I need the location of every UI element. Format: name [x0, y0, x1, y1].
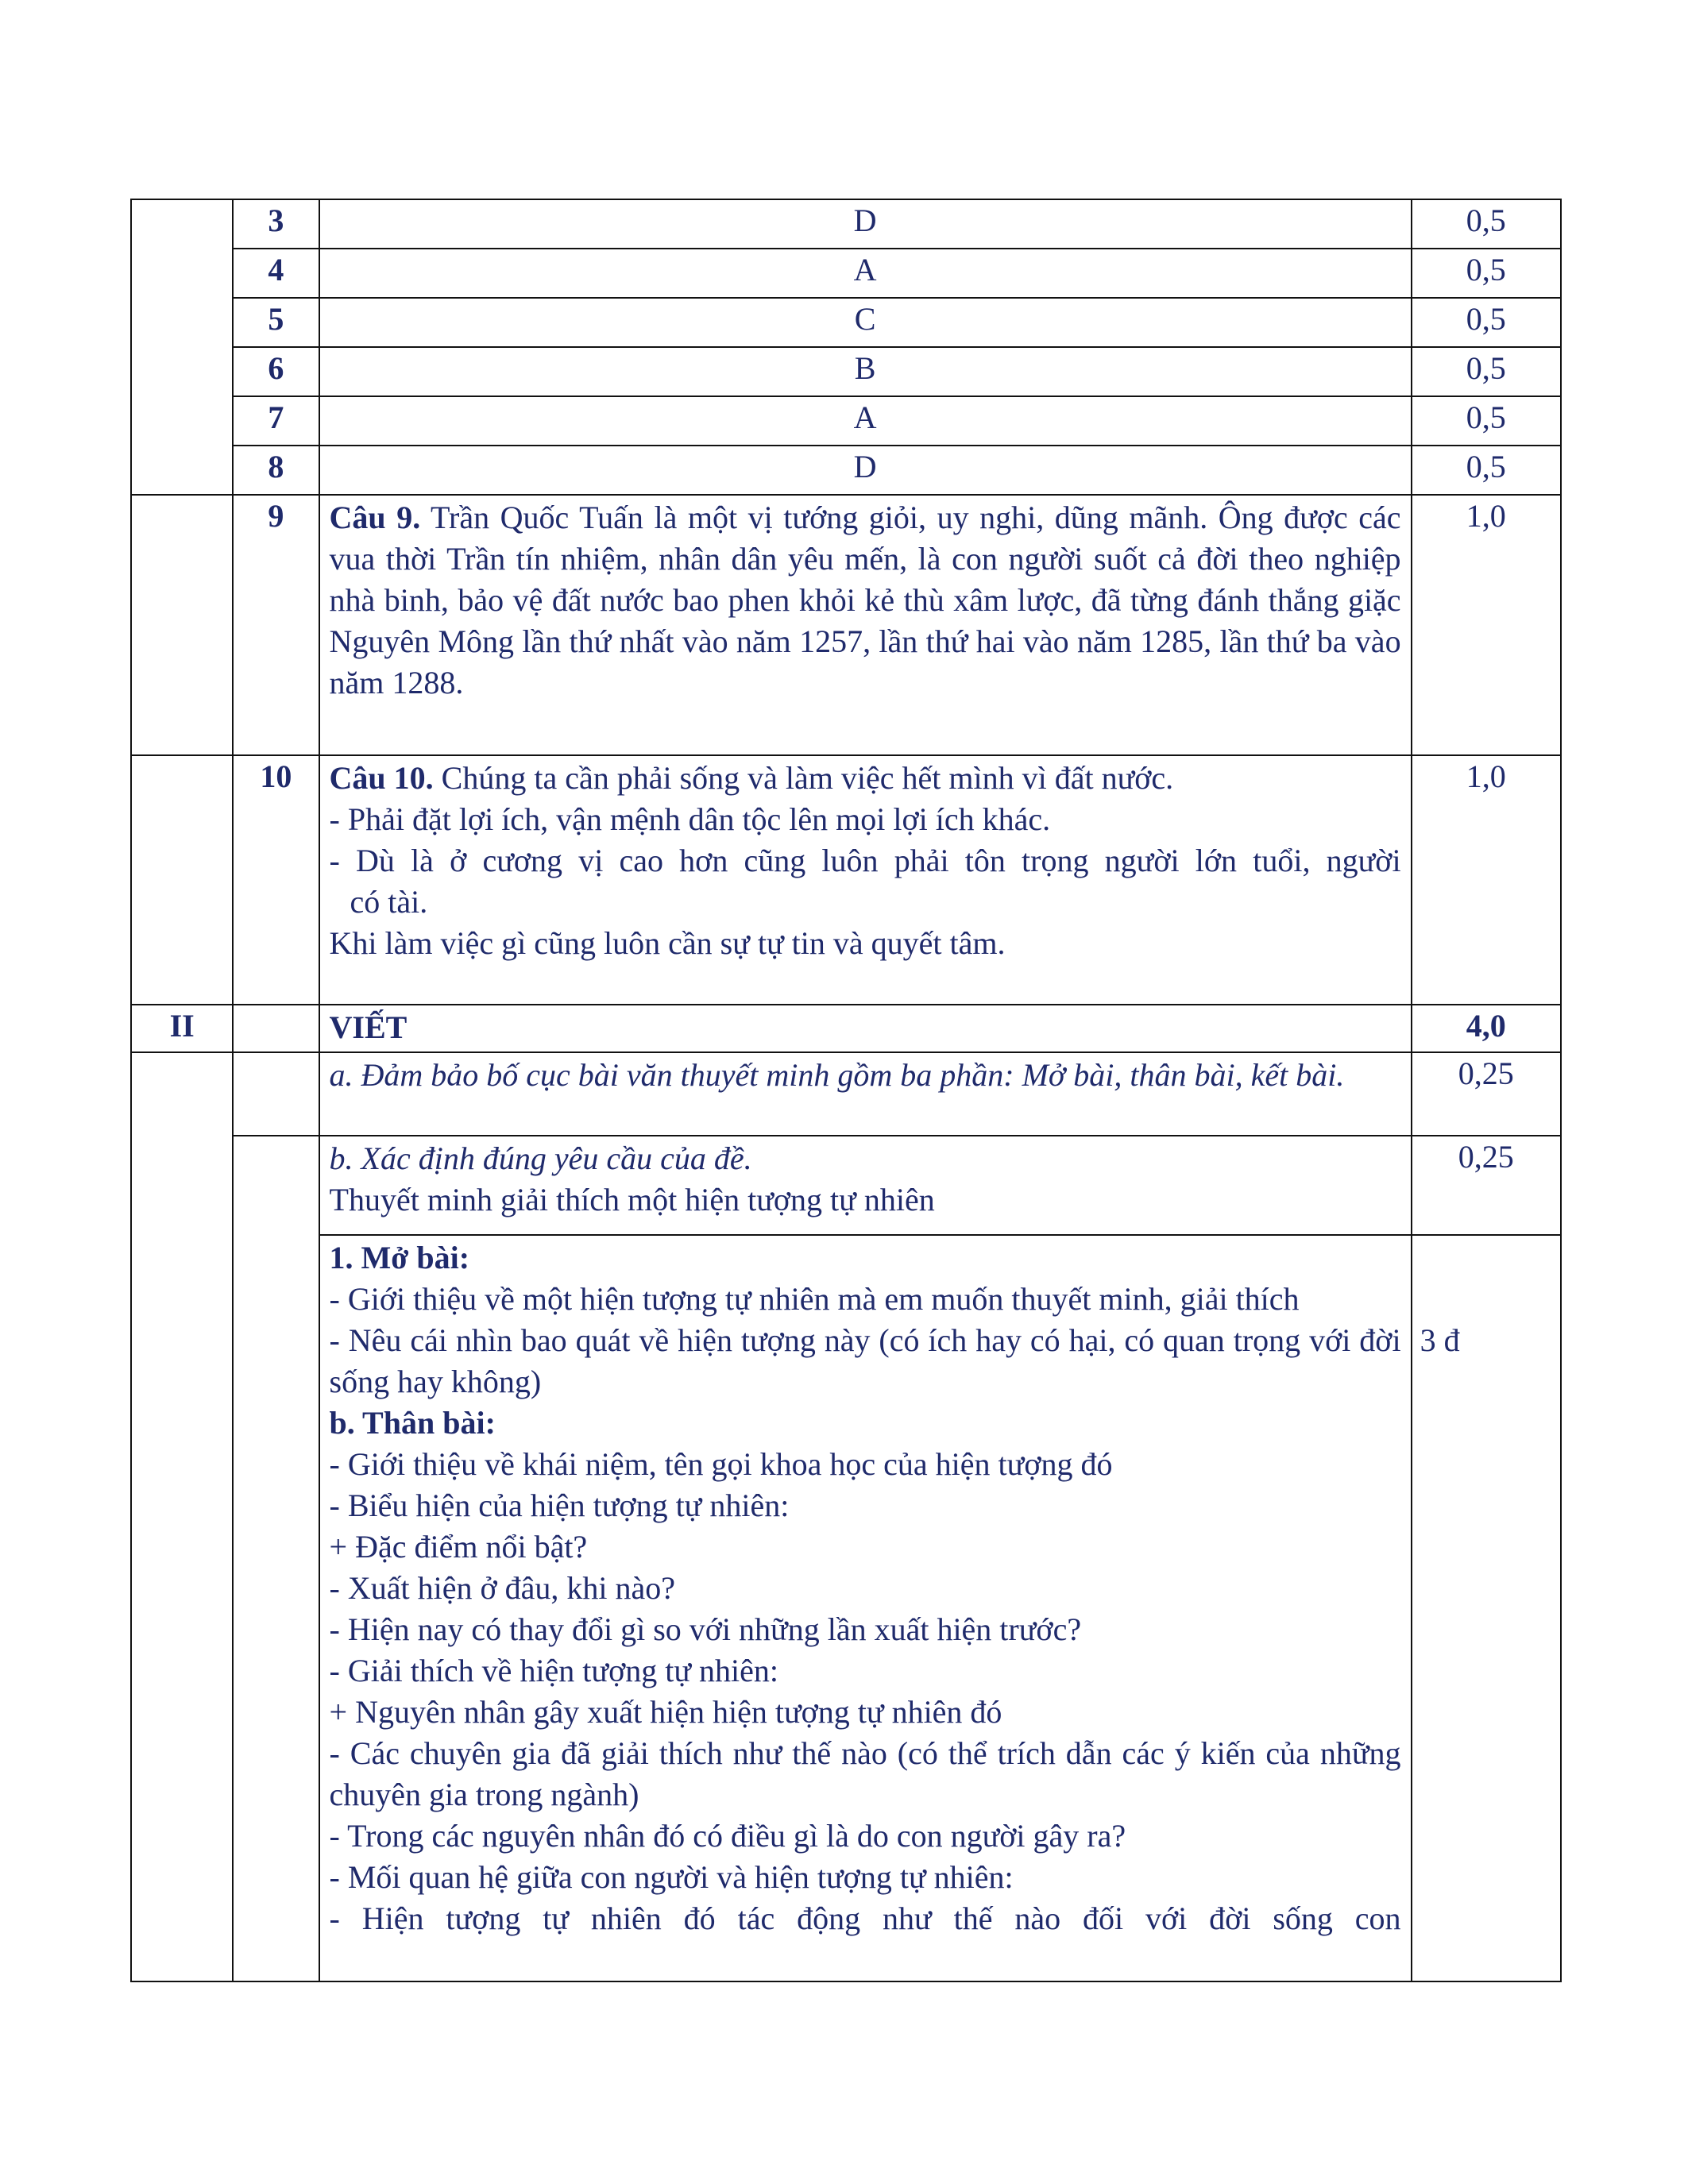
- answer-cell: D: [319, 446, 1412, 495]
- answer-cell: A: [319, 396, 1412, 446]
- score-cell: 1,0: [1412, 755, 1561, 1005]
- empty-cell: [233, 1052, 319, 1136]
- q10-label: Câu 10.: [329, 760, 434, 796]
- q10-bullet-1: - Phải đặt lợi ích, vận mệnh dân tộc lên mọi lợi ích khác.: [329, 801, 1051, 837]
- than-bai-line: + Nguyên nhân gây xuất hiện hiện tượng tự nhiên đó: [329, 1694, 1002, 1730]
- score-cell: [1412, 1235, 1561, 1981]
- question-number: 3: [233, 199, 319, 249]
- q10-last: Khi làm việc gì cũng luôn cần sự tự tin và quyết tâm.: [329, 925, 1006, 961]
- section-title: VIẾT: [319, 1005, 1412, 1052]
- mc-row-3: [131, 199, 1561, 249]
- than-bai-line: - Biểu hiện của hiện tượng tự nhiên:: [329, 1488, 790, 1523]
- score-cell: 0,5: [1412, 347, 1561, 396]
- than-bai-line: - Trong các nguyên nhân đó có điều gì là do con người gây ra?: [329, 1818, 1126, 1854]
- question-number: 7: [233, 396, 319, 446]
- score-cell: 0,25: [1412, 1136, 1561, 1235]
- than-bai-heading: b. Thân bài:: [329, 1405, 496, 1441]
- answer-cell: A: [319, 249, 1412, 298]
- mc-row-5: [131, 298, 1561, 347]
- score-cell: 0,5: [1412, 396, 1561, 446]
- question-number: 4: [233, 249, 319, 298]
- score-cell: 0,5: [1412, 249, 1561, 298]
- than-bai-line: - Giải thích về hiện tượng tự nhiên:: [329, 1653, 779, 1688]
- question-number: 5: [233, 298, 319, 347]
- answer-cell: D: [319, 199, 1412, 249]
- q10-answer: [319, 755, 1412, 1005]
- section-cell-empty: [131, 495, 233, 755]
- q9-row: [131, 495, 1561, 755]
- than-bai-last-line: - Hiện tượng tự nhiên đó tác động như thế nào đối với đời sống con: [329, 1900, 1401, 1936]
- section-2-b-row: [131, 1136, 1561, 1235]
- criterion-a: a. Đảm bảo bố cục bài văn thuyết minh gồm ba phần: Mở bài, thân bài, kết bài.: [319, 1052, 1412, 1136]
- criterion-b-sub: Thuyết minh giải thích một hiện tượng tự nhiên: [329, 1182, 935, 1217]
- question-number: 8: [233, 446, 319, 495]
- empty-cell: [233, 1005, 319, 1052]
- section-2-a-row: [131, 1052, 1561, 1136]
- section-cell-empty: [131, 755, 233, 1005]
- section-roman: II: [131, 1005, 233, 1052]
- q9-answer: [319, 495, 1412, 755]
- than-bai-line: - Hiện nay có thay đổi gì so với những lần xuất hiện trước?: [329, 1611, 1082, 1647]
- answer-cell: C: [319, 298, 1412, 347]
- q10-text: Chúng ta cần phải sống và làm việc hết mình vì đất nước.: [433, 760, 1174, 796]
- q10-row: [131, 755, 1561, 1005]
- mc-row-6: [131, 347, 1561, 396]
- section-cell-empty: [131, 199, 233, 495]
- q9-text: Trần Quốc Tuấn là một vị tướng giỏi, uy nghi, dũng mãnh. Ông được các vua thời Trần tín nhiệm, nhân dân yêu mến, là con người suốt cả đời theo nghiệp nhà binh, bảo vệ đất nước bao phen khỏi kẻ thù xâm lược, đã từng đánh thắng giặc Nguyên Mông lần thứ nhất vào năm 1257, lần thứ hai vào năm 1285, lần thứ ba vào năm 1288.: [329, 500, 1401, 700]
- than-bai-line: - Mối quan hệ giữa con người và hiện tượng tự nhiên:: [329, 1859, 1014, 1895]
- than-bai-line: - Giới thiệu về khái niệm, tên gọi khoa học của hiện tượng đó: [329, 1446, 1113, 1482]
- q10-bullet-2a: - Dù là ở cương vị cao hơn cũng luôn phải tôn trọng người lớn tuổi, người: [329, 843, 1401, 878]
- mo-bai-line-2: - Nêu cái nhìn bao quát về hiện tượng này (có ích hay có hại, có quan trọng với đời sống hay không): [329, 1322, 1401, 1399]
- than-bai-line: + Đặc điểm nổi bật?: [329, 1529, 588, 1565]
- section-cell-empty: [131, 1052, 233, 1981]
- section-2-header-row: [131, 1005, 1561, 1052]
- q9-label: Câu 9.: [329, 500, 421, 535]
- score-cell: 0,5: [1412, 446, 1561, 495]
- criterion-b-title: b. Xác định đúng yêu cầu của đề.: [329, 1140, 752, 1176]
- than-bai-line: - Các chuyên gia đã giải thích như thế nào (có thể trích dẫn các ý kiến của những chuyên gia trong ngành): [329, 1735, 1401, 1812]
- mo-bai-line-1: - Giới thiệu về một hiện tượng tự nhiên mà em muốn thuyết minh, giải thích: [329, 1281, 1300, 1317]
- section-score: 4,0: [1412, 1005, 1561, 1052]
- question-number: 9: [233, 495, 319, 755]
- criterion-c: [319, 1235, 1412, 1981]
- score-cell: 0,5: [1412, 298, 1561, 347]
- question-number: 10: [233, 755, 319, 1005]
- section-2-c-row: [131, 1235, 1561, 1981]
- answer-cell: B: [319, 347, 1412, 396]
- question-number: 6: [233, 347, 319, 396]
- mc-row-7: [131, 396, 1561, 446]
- score-cell: 0,25: [1412, 1052, 1561, 1136]
- answer-key-table: [130, 199, 1562, 1982]
- than-bai-line: - Xuất hiện ở đâu, khi nào?: [329, 1570, 675, 1606]
- score-cell: 1,0: [1412, 495, 1561, 755]
- mc-row-4: [131, 249, 1561, 298]
- q10-bullet-2b: có tài.: [350, 884, 428, 920]
- score-cell: 0,5: [1412, 199, 1561, 249]
- criterion-c-score: 3 đ: [1420, 1322, 1460, 1358]
- mc-row-8: [131, 446, 1561, 495]
- mo-bai-heading: 1. Mở bài:: [329, 1240, 470, 1275]
- criterion-b: [319, 1136, 1412, 1235]
- empty-cell: [233, 1136, 319, 1981]
